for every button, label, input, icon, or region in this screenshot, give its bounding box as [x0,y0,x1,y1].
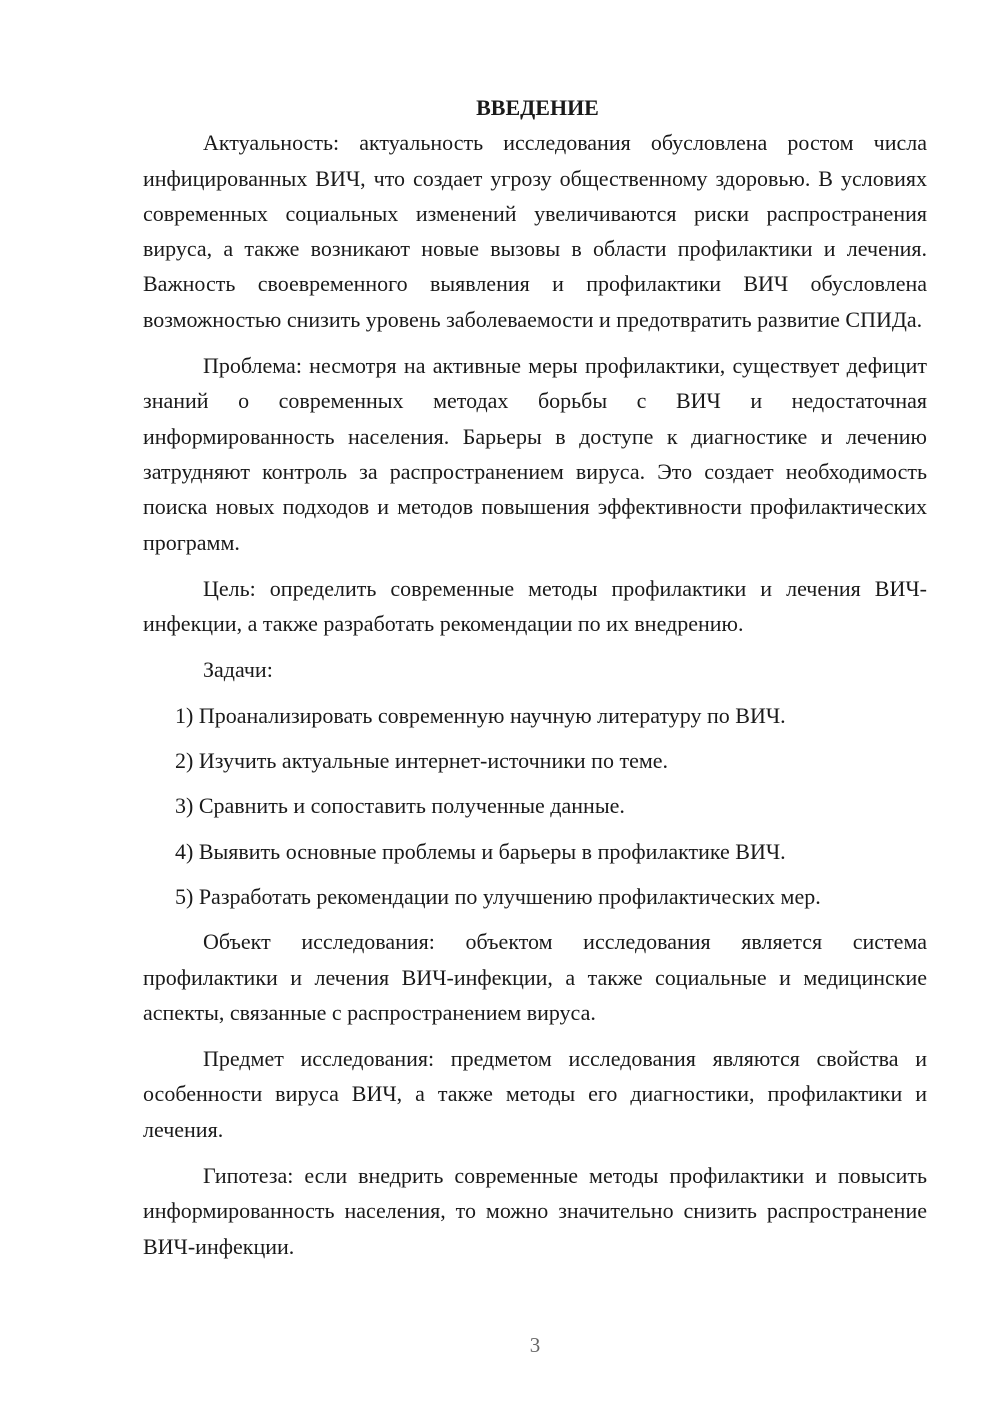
paragraph-object: Объект исследования: объектом исследования является система профилактики и лечения ВИЧ-инфекции, а также социальные и медицинские аспекты, связанные с распространением вируса. [143,929,927,1025]
task-item: 2) Изучить актуальные интернет-источники по теме. [175,748,669,774]
task-item: 4) Выявить основные проблемы и барьеры в профилактике ВИЧ. [175,838,786,864]
task-item: 1) Проанализировать современную научную литературу по ВИЧ. [175,702,786,728]
tasks-label: Задачи: [203,657,273,683]
task-item: 5) Разработать рекомендации по улучшению профилактических мер. [175,883,821,909]
page-content [143,90,927,1275]
paragraph-hypothesis: Гипотеза: если внедрить современные методы профилактики и повысить информированность населения, то можно значительно снизить распространение ВИЧ-инфекции. [143,1163,927,1259]
paragraph-goal: Цель: определить современные методы профилактики и лечения ВИЧ-инфекции, а также разработать рекомендации по их внедрению. [143,575,927,637]
tasks-list [143,698,927,914]
page-number: 3 [529,1333,541,1357]
paragraph-problem: Проблема: несмотря на активные меры профилактики, существует дефицит знаний о современных методах борьбы с ВИЧ и недостаточная информированность населения. Барьеры в доступе к диагностике и лечению затрудняют контроль за распространением вируса. Это создает необходимость поиска новых подходов и методов повышения эффективности профилактических программ. [143,353,927,555]
task-item: 3) Сравнить и сопоставить полученные данные. [175,793,625,819]
section-heading: ВВЕДЕНИЕ [476,95,599,120]
paragraph-relevance: Актуальность: актуальность исследования обусловлена ростом числа инфицированных ВИЧ, что создает угрозу общественному здоровью. В условиях современных социальных изменений увеличиваются риски распространения вируса, а также возникают новые вызовы в области профилактики и лечения. Важность своевременного выявления и профилактики ВИЧ обусловлена возможностью снизить уровень заболеваемости и предотвратить развитие СПИДа. [143,130,927,332]
paragraph-subject: Предмет исследования: предметом исследования являются свойства и особенности вируса ВИЧ, а также методы его диагностики, профилактики и лечения. [143,1046,927,1142]
